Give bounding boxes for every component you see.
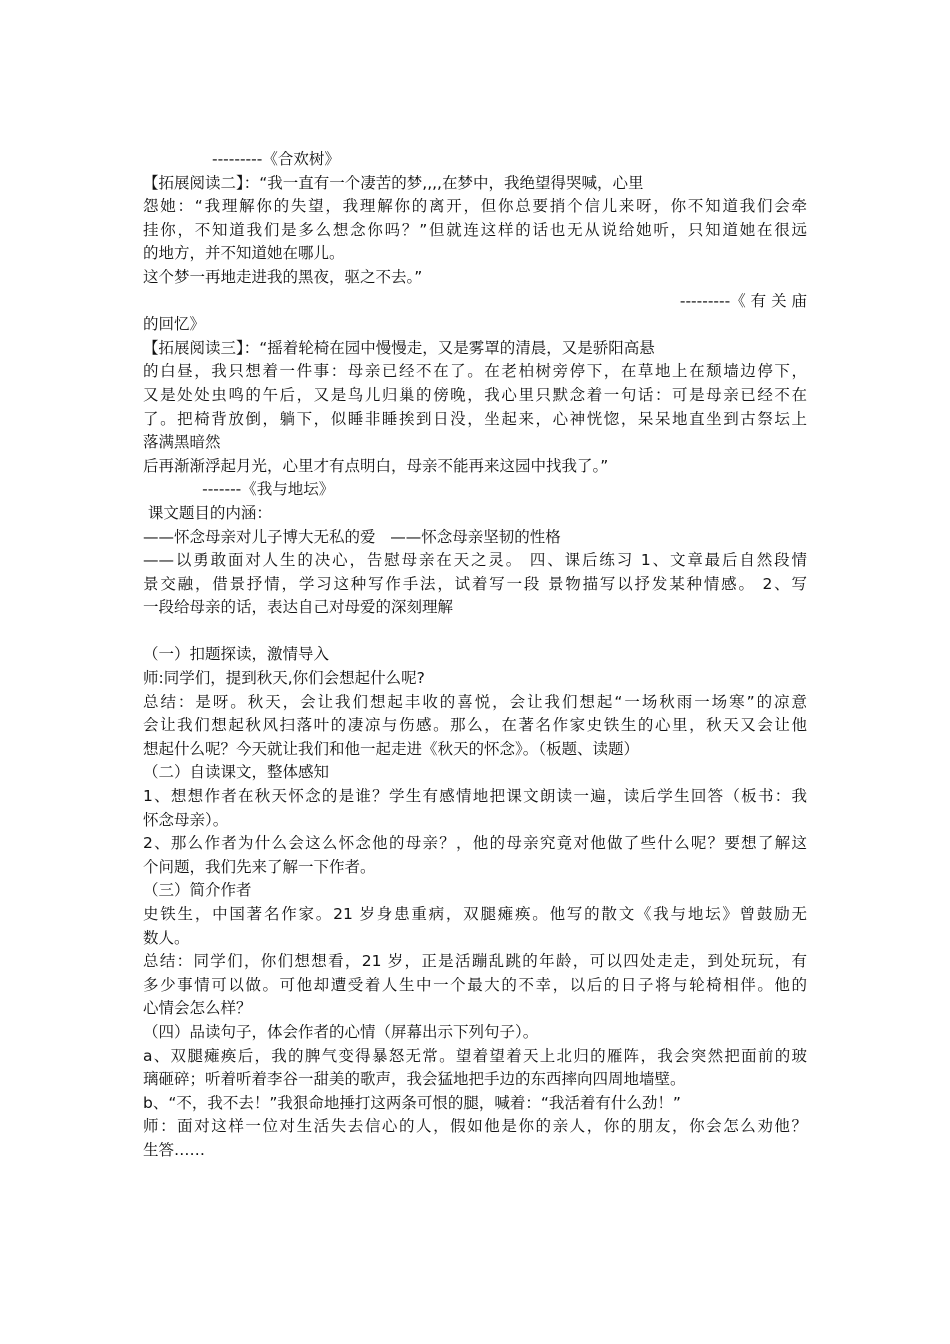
text-line: 师：面对这样一位对生活失去信心的人，假如他是你的亲人，你的朋友，你会怎么劝他？	[143, 1117, 807, 1136]
text-line: 多少事情可以做。可他却遭受着人生中一个最大的不幸，以后的日子将与轮椅相伴。他的	[143, 975, 807, 994]
text-line: 了。把椅背放倒，躺下，似睡非睡挨到日没，坐起来，心神恍惚，呆呆地直坐到古祭坛上	[143, 409, 807, 428]
text-line: ——以勇敢面对人生的决心，告慰母亲在天之灵。 四、课后练习 1、文章最后自然段情	[143, 551, 807, 570]
text-line: 又是处处虫鸣的午后，又是鸟儿归巢的傍晚，我心里只默念着一句话：可是母亲已经不在	[143, 385, 807, 404]
text-line: 一段给母亲的话，表达自己对母爱的深刻理解	[143, 598, 454, 617]
text-line: （一）扣题探读，激情导入	[143, 645, 330, 664]
text-line: 数人。	[143, 928, 190, 947]
text-line: 【拓展阅读三】：“摇着轮椅在园中慢慢走，又是雾罩的清晨，又是骄阳高悬	[143, 338, 655, 357]
text-line: 景交融，借景抒情，学习这种写作手法，试着写一段 景物描写以抒发某种情感。 2、写	[143, 574, 807, 593]
text-line: 后再渐渐浮起月光，心里才有点明白，母亲不能再来这园中找我了。”	[143, 456, 609, 475]
text-line: 生答……	[143, 1140, 206, 1159]
text-line: 落满黑暗然	[143, 433, 221, 452]
text-line: 2、那么作者为什么会这么怀念他的母亲？，他的母亲究竟对他做了些什么呢？要想了解这	[143, 834, 807, 853]
text-line: 挂你，不知道我们是多么想念你吗？”但就连这样的话也无从说给她听，只知道她在很远	[143, 220, 807, 239]
text-line: 这个梦一再地走进我的黑夜，驱之不去。”	[143, 267, 423, 286]
text-line: ——怀念母亲对儿子博大无私的爱 ——怀念母亲坚韧的性格	[143, 527, 561, 546]
text-line: 的地方，并不知道她在哪儿。	[143, 244, 345, 263]
text-line: 会让我们想起秋风扫落叶的凄凉与伤感。那么，在著名作家史铁生的心里，秋天又会让他	[143, 716, 807, 735]
text-line: 史铁生，中国著名作家。21 岁身患重病，双腿瘫痪。他写的散文《我与地坛》曾鼓励无	[143, 905, 807, 923]
text-line: 怨她：“我理解你的失望，我理解你的离开，但你总要捎个信儿来呀，你不知道我们会牵	[143, 197, 807, 216]
text-line: 璃砸碎；听着听着李谷一甜美的歌声，我会猛地把手边的东西摔向四周地墙壁。	[143, 1070, 686, 1089]
text-line: ---------《 有 关 庙	[679, 291, 807, 310]
text-line: 课文题目的内涵：	[143, 503, 272, 522]
text-line: 的白昼，我只想着一件事：母亲已经不在了。在老柏树旁停下，在草地上在颓墙边停下，	[143, 362, 807, 381]
text-line: 心情会怎么样？	[143, 999, 252, 1018]
text-line: ---------《合欢树》	[143, 150, 340, 168]
text-line: 的回忆》	[143, 315, 206, 334]
text-line: 总结：是呀。秋天，会让我们想起丰收的喜悦，会让我们想起“一场秋雨一场寒”的凉意	[143, 692, 807, 711]
text-line: （四）品读句子，体会作者的心情（屏幕出示下列句子）。	[143, 1022, 539, 1041]
text-line: 师:同学们，提到秋天,你们会想起什么呢?	[143, 669, 425, 688]
document-page	[143, 148, 807, 1163]
text-line: 总结：同学们，你们想想看，21 岁，正是活蹦乱跳的年龄，可以四处走走，到处玩玩，有	[143, 952, 807, 971]
text-line: 个问题，我们先来了解一下作者。	[143, 857, 376, 876]
blank-line	[143, 620, 807, 644]
text-line: 想起什么呢？今天就让我们和他一起走进《秋天的怀念》。（板题、读题）	[143, 739, 640, 758]
text-line: （三）简介作者	[143, 881, 252, 900]
text-line: -------《我与地坛》	[143, 480, 335, 499]
text-line: a、双腿瘫痪后，我的脾气变得暴怒无常。望着望着天上北归的雁阵，我会突然把面前的玻	[143, 1046, 807, 1065]
text-line: （二）自读课文，整体感知	[143, 763, 330, 782]
text-line: 【拓展阅读二】：“我一直有一个凄苦的梦,,,,在梦中，我绝望得哭喊，心里	[143, 173, 644, 192]
text-line: b、“不，我不去！”我狠命地捶打这两条可恨的腿，喊着：“我活着有什么劲！”	[143, 1093, 681, 1112]
text-line: 1、想想作者在秋天怀念的是谁？学生有感情地把课文朗读一遍，读后学生回答（板书：我	[143, 787, 807, 806]
text-line: 怀念母亲）。	[143, 810, 229, 829]
